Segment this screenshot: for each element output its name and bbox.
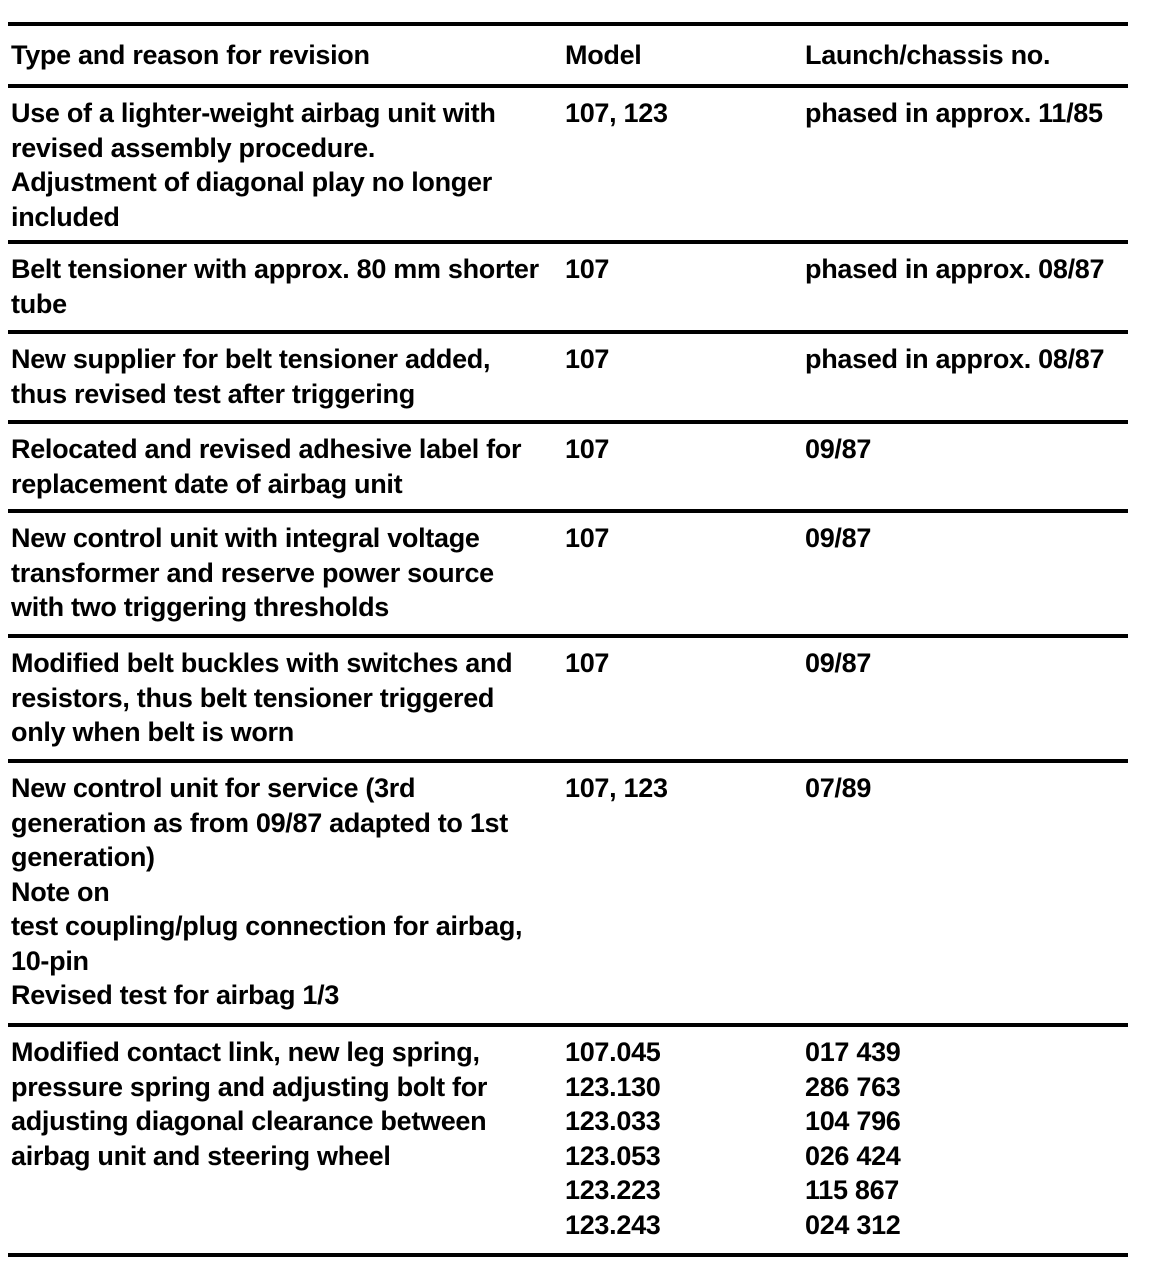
row-model: 107 — [565, 344, 610, 374]
row-reason: Modified contact link, new leg spring, pressure spring and adjusting bolt for adjusting diagonal clearance between airbag unit and steering wheel — [11, 1037, 488, 1171]
table-row — [8, 424, 1128, 513]
table-row — [8, 1027, 1128, 1257]
table-row — [8, 244, 1128, 334]
row-reason: Relocated and revised adhesive label for replacement date of airbag unit — [11, 434, 522, 499]
row-model: 107.045 123.130 123.033 123.053 123.223 123.243 — [565, 1037, 661, 1240]
header-reason: Type and reason for revision — [11, 40, 370, 70]
row-reason: New control unit for service (3rd generation as from 09/87 adapted to 1st generation) Note on test coupling/plug connection for airbag, 10-pin Revised test for airbag 1/3 — [11, 773, 523, 1010]
row-launch: phased in approx. 11/85 — [805, 98, 1103, 128]
row-reason: Modified belt buckles with switches and resistors, thus belt tensioner triggered only when belt is worn — [11, 648, 513, 747]
table-header-row — [8, 26, 1128, 88]
row-reason: Belt tensioner with approx. 80 mm shorter tube — [11, 254, 539, 319]
row-launch: 07/89 — [805, 773, 872, 803]
header-model: Model — [565, 40, 642, 70]
table-row — [8, 638, 1128, 763]
row-launch: phased in approx. 08/87 — [805, 344, 1105, 374]
row-launch: 017 439 286 763 104 796 026 424 115 867 024 312 — [805, 1037, 901, 1240]
row-launch: 09/87 — [805, 434, 872, 464]
table-row — [8, 513, 1128, 638]
row-model: 107, 123 — [565, 773, 668, 803]
row-reason: Use of a lighter-weight airbag unit with revised assembly procedure. Adjustment of diagonal play no longer included — [11, 98, 496, 232]
row-launch: phased in approx. 08/87 — [805, 254, 1105, 284]
table-row — [8, 88, 1128, 244]
row-model: 107 — [565, 523, 610, 553]
row-launch: 09/87 — [805, 523, 872, 553]
row-model: 107 — [565, 434, 610, 464]
row-launch: 09/87 — [805, 648, 872, 678]
table-row — [8, 763, 1128, 1027]
row-model: 107, 123 — [565, 98, 668, 128]
table-row — [8, 334, 1128, 424]
row-reason: New control unit with integral voltage transformer and reserve power source with two triggering thresholds — [11, 523, 494, 622]
row-model: 107 — [565, 254, 610, 284]
header-launch: Launch/chassis no. — [805, 40, 1051, 70]
row-reason: New supplier for belt tensioner added, thus revised test after triggering — [11, 344, 491, 409]
row-model: 107 — [565, 648, 610, 678]
revision-table — [8, 22, 1128, 1257]
